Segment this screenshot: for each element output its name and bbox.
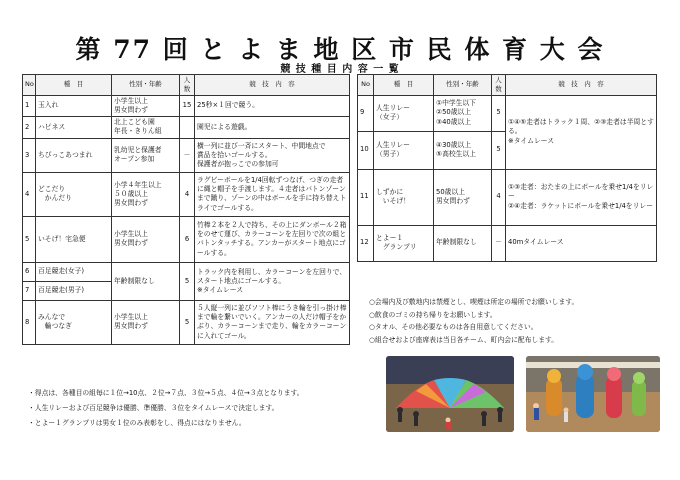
mascot-photo-image	[526, 356, 660, 432]
row-no: 10	[358, 131, 374, 169]
page-title: 第 77 回 と よ ま 地 区 市 民 体 育 大 会	[75, 35, 605, 64]
row-content: トラック内を利用し、カラーコーンを左回りで、スタート地点にゴールする。 ※タイムレース	[195, 262, 350, 300]
row-count: 6	[180, 216, 195, 262]
row-no: 9	[358, 95, 374, 131]
row-eligibility: 小学４年生以上 ５０歳以上 男女問わず	[112, 172, 180, 216]
table-row	[358, 95, 657, 131]
header-event: 種 目	[374, 75, 434, 96]
row-count: 5	[492, 95, 506, 131]
table-row	[23, 116, 350, 138]
row-eligibility: ①中学生以下 ②50歳以上 ③40歳以上	[434, 95, 492, 131]
row-event: ハピネス	[36, 116, 112, 138]
header-count: 人数	[180, 75, 195, 96]
table-row	[23, 262, 350, 281]
row-count: 4	[180, 172, 195, 216]
header-count: 人数	[492, 75, 506, 96]
row-no: 12	[358, 225, 374, 261]
row-event: とよー１ グランプリ	[374, 225, 434, 261]
events-table-right	[357, 74, 657, 262]
row-eligibility: 年齢制限なし	[112, 262, 180, 300]
row-event: 百足競走(女子)	[36, 262, 112, 281]
table-row	[358, 169, 657, 225]
row-event: みんなで 輪つなぎ	[36, 300, 112, 344]
row-event: 人生リレー （男子）	[374, 131, 434, 169]
row-content: 園児による遊戯。	[195, 116, 350, 138]
events-table-left	[22, 74, 350, 345]
note-item: ○タオル、その他必要なものは各自用意してください。	[369, 323, 538, 331]
row-no: 3	[23, 138, 36, 172]
header-content: 競 技 内 容	[195, 75, 350, 96]
table-header-row	[358, 75, 657, 96]
row-event: ちびっこあつまれ	[36, 138, 112, 172]
header-no: No	[23, 75, 36, 96]
table-row	[23, 172, 350, 216]
header-no: No	[358, 75, 374, 96]
mascot-characters-photo	[526, 356, 660, 432]
row-no: 2	[23, 116, 36, 138]
row-content: ５人縦一列に並びソフト棒にうき輪を引っ掛け棒まで輪を繋いでいく。アンカーの人だけ帽子をかぶり、カラーコーンまで走り、輪をカラーコーンに入れてゴール。	[195, 300, 350, 344]
header-content: 競 技 内 容	[506, 75, 657, 96]
row-content: 25秒×１回で競う。	[195, 95, 350, 116]
row-event: いそげ！宅急便	[36, 216, 112, 262]
table-row	[23, 95, 350, 116]
row-count: －	[492, 225, 506, 261]
row-no: 1	[23, 95, 36, 116]
event-notes	[369, 296, 669, 346]
row-content: ①③走者：おたまの上にボールを乗せ1/4をリレー ②④走者：ラケットにボールを乗せ1/4をリレー	[506, 169, 657, 225]
footnote-item: ・とよー１グランプリは男女１位のみ表彰をし、得点にはなりません。	[28, 419, 246, 427]
table-row	[358, 225, 657, 261]
header-eligibility: 性別・年齢	[112, 75, 180, 96]
row-eligibility: 年齢制限なし	[434, 225, 492, 261]
row-no: 8	[23, 300, 36, 344]
row-event: 百足競走(男子)	[36, 281, 112, 300]
header-eligibility: 性別・年齢	[434, 75, 492, 96]
table-row	[23, 300, 350, 344]
row-count: －	[180, 138, 195, 172]
row-event: 玉入れ	[36, 95, 112, 116]
row-event: しずかに いそげ！	[374, 169, 434, 225]
footnote-item: ・得点は、各種目の組毎に１位→10点、２位→７点、３位→５点、４位→３点となります。	[28, 389, 304, 397]
row-event: 人生リレー （女子）	[374, 95, 434, 131]
row-count: 5	[180, 262, 195, 300]
row-eligibility: 小学生以上 男女問わず	[112, 300, 180, 344]
table-row	[23, 138, 350, 172]
row-count: 5	[180, 300, 195, 344]
row-eligibility: 小学生以上 男女問わず	[112, 216, 180, 262]
row-count	[180, 116, 195, 138]
table-row	[23, 216, 350, 262]
row-eligibility: 50歳以上 男女問わず	[434, 169, 492, 225]
parachute-game-photo	[386, 356, 514, 432]
note-item: ○組合せおよび座席表は当日各チーム、町内会に配布します。	[369, 335, 559, 344]
row-event: どこだり かんだり	[36, 172, 112, 216]
row-eligibility: 乳幼児と保護者 オープン参加	[112, 138, 180, 172]
row-eligibility: ④30歳以上 ⑤高校生以上	[434, 131, 492, 169]
row-content: 横一列に並び一斉にスタート、中間地点で 賞品を拾いゴールする。 保護者が抱っこでの参加可	[195, 138, 350, 172]
row-content: 竹棒２本を２人で持ち、その上にダンボール２箱をのせて運び、カラーコーンを左回りで次の組とバトンタッチする。アンカーがスタート地点にゴールする。	[195, 216, 350, 262]
row-content: ラグビーボールを1/4回転ずつなげ、つぎの走者に縄と帽子を手渡します。４走者はバトンゾーンまで蹴り、ゾーンの中はボールを手に持ち替えトライでゴールする。	[195, 172, 350, 216]
row-count: 15	[180, 95, 195, 116]
row-no: 6	[23, 262, 36, 281]
header-event: 種 目	[36, 75, 112, 96]
note-item: ○会場内及び敷地内は禁煙とし、喫煙は所定の場所でお願いします。	[369, 298, 579, 306]
footnote-item: ・人生リレーおよび百足競争は優勝、準優勝、３位をタイムレースで決定します。	[28, 404, 279, 412]
scoring-footnotes	[28, 386, 358, 431]
row-content: 40mタイムレース	[506, 225, 657, 261]
row-count: 5	[492, 131, 506, 169]
parachute-photo-image	[386, 356, 514, 432]
row-eligibility: 小学生以上 男女問わず	[112, 95, 180, 116]
row-no: 7	[23, 281, 36, 300]
row-content: ①④⑤走者はトラック１周、②③走者は半周とする。 ※タイムレース	[506, 95, 657, 169]
page-subtitle: 競 技 種 目 内 容 一 覧	[280, 64, 400, 75]
row-no: 5	[23, 216, 36, 262]
row-count: 4	[492, 169, 506, 225]
row-no: 11	[358, 169, 374, 225]
row-no: 4	[23, 172, 36, 216]
note-item: ○飲食のゴミの持ち帰りをお願いします。	[369, 310, 497, 319]
table-header-row	[23, 75, 350, 96]
row-eligibility: 北上こども園 年長・きりん組	[112, 116, 180, 138]
